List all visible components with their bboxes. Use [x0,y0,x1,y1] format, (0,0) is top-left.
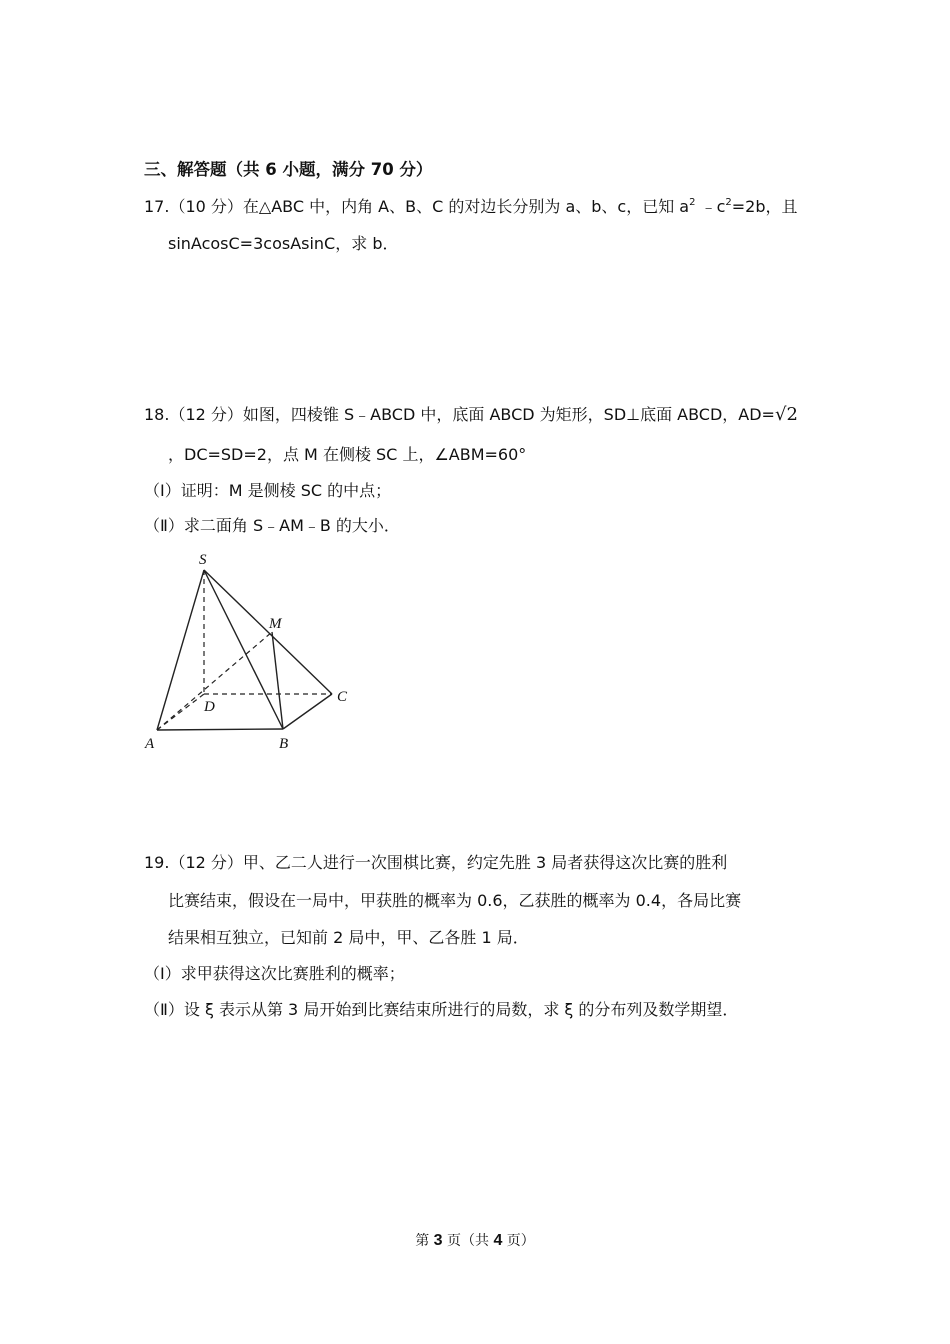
q18-line2: ，DC=SD=2，点 M 在侧棱 SC 上，∠ABM=60° [168,445,527,464]
q17-line1-mid: ﹣c [695,197,726,216]
section-title: 三、解答题（共 6 小题，满分 70 分） [144,160,433,179]
label-C: C [337,689,348,705]
q19-line1: 19.（12 分）甲、乙二人进行一次围棋比赛，约定先胜 3 局者获得这次比赛的胜利 [144,853,728,872]
pyramid-diagram [140,548,360,754]
q17-line1 [144,196,798,218]
footer-total-pages: 4 [493,1232,503,1249]
pyramid-figure [140,548,360,754]
q18-part2: （Ⅱ）求二面角 S﹣AM﹣B 的大小． [144,516,400,535]
q19-part2: （Ⅱ）设 ξ 表示从第 3 局开始到比赛结束所进行的局数，求 ξ 的分布列及数学期望． [144,1000,739,1019]
q17-exp1: 2 [689,197,696,208]
edge-BC [283,694,332,729]
footer-suffix: 页） [502,1233,535,1249]
edge-AD [157,694,204,730]
footer-prefix: 第 [415,1233,434,1249]
footer-page-number: 3 [433,1232,443,1249]
label-M: M [269,616,282,632]
sqrt-two: √2 [774,404,798,425]
q18-part1: （Ⅰ）证明：M 是侧棱 SC 的中点； [144,481,392,500]
label-S: S [199,552,207,568]
label-A: A [145,736,155,752]
q18-line1 [144,404,798,426]
q18-line1-text: 18.（12 分）如图，四棱锥 S﹣ABCD 中，底面 ABCD 为矩形，SD⊥底面 ABCD，AD= [144,405,775,424]
q17-line2: sinAcosC=3cosAsinC，求 b． [168,234,399,253]
edge-SA [157,570,204,730]
page-footer [0,1230,950,1250]
q17-line1-suffix: =2b，且 [731,197,798,216]
edge-SB [204,570,283,729]
q17-exp2: 2 [725,197,732,208]
label-D: D [204,699,215,715]
q17-line1-prefix: 17.（10 分）在△ABC 中，内角 A、B、C 的对边长分别为 a、b、c，已知 a [144,197,690,216]
label-B: B [279,736,289,752]
edge-SC [204,570,332,694]
q19-line2: 比赛结束，假设在一局中，甲获胜的概率为 0.6，乙获胜的概率为 0.4，各局比赛 [168,891,742,910]
q19-line3: 结果相互独立，已知前 2 局中，甲、乙各胜 1 局． [168,928,529,947]
edge-AB [157,729,283,730]
footer-middle: 页（共 [442,1233,494,1249]
edge-MB [272,632,283,729]
edge-AM [157,632,272,730]
q19-part1: （Ⅰ）求甲获得这次比赛胜利的概率； [144,964,405,983]
